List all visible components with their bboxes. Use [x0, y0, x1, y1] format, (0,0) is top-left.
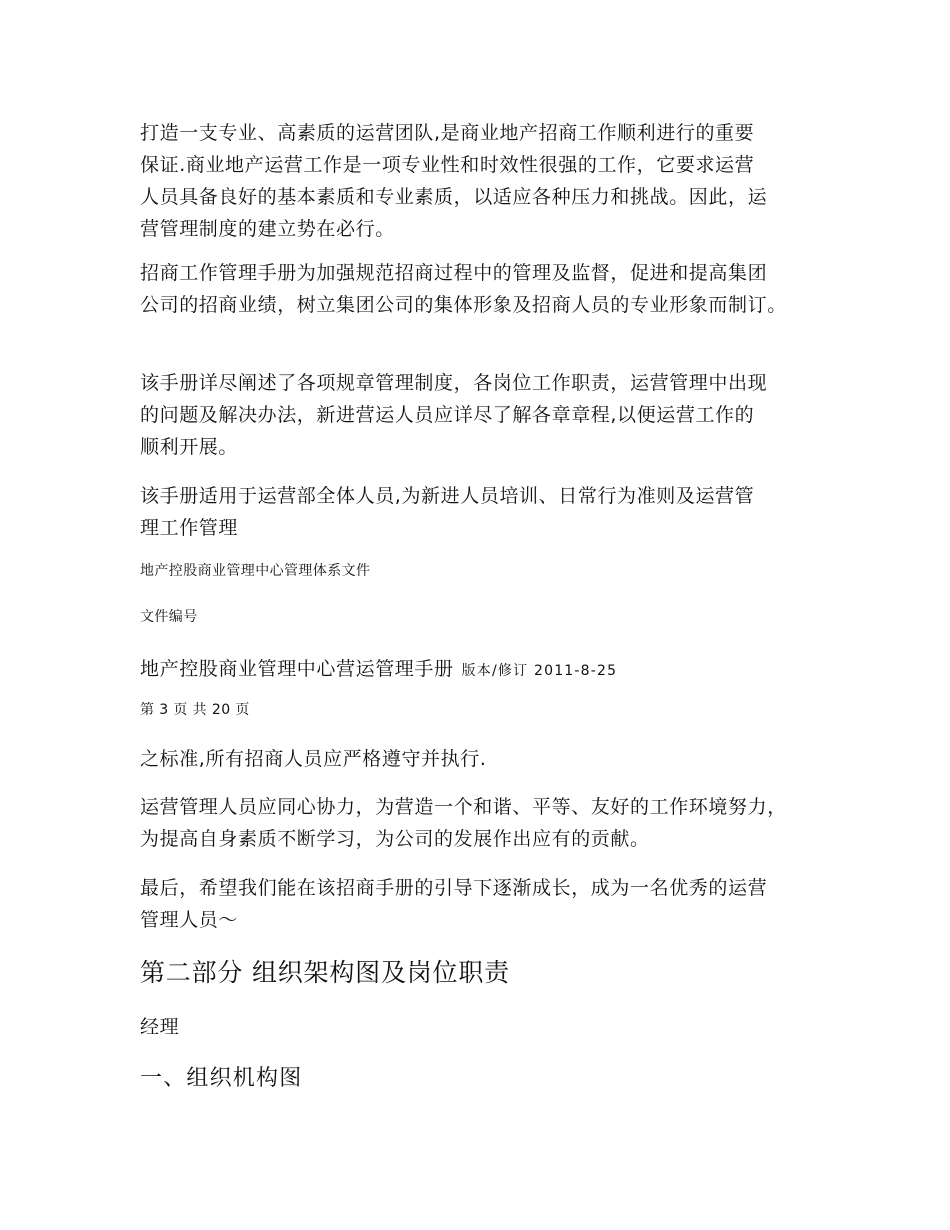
cooperation-paragraph [140, 791, 840, 855]
standard-paragraph [140, 743, 840, 775]
system-file-label: 地产控股商业管理中心管理体系文件 [140, 563, 371, 579]
section-heading: 第二部分 组织架构图及岗位职责 [140, 958, 510, 987]
text-line: 最后，希望我们能在该招商手册的引导下逐渐成长，成为一名优秀的运营 [140, 877, 768, 899]
text-line: 保证.商业地产运营工作是一项专业性和时效性很强的工作，它要求运营 [140, 154, 755, 176]
text-line: 公司的招商业绩，树立集团公司的集体形象及招商人员的专业形象而制订。 [140, 294, 787, 316]
intro-paragraph [140, 117, 840, 245]
text-line: 顺利开展。 [140, 436, 239, 458]
text-line: 运营管理人员应同心协力，为营造一个和谐、平等、友好的工作环境努力， [140, 796, 787, 818]
text-line: 打造一支专业、高素质的运营团队,是商业地产招商工作顺利进行的重要 [140, 122, 755, 144]
text-line: 该手册适用于运营部全体人员,为新进人员培训、日常行为准则及运营管 [140, 485, 755, 507]
file-number-label: 文件编号 [140, 609, 198, 625]
text-line: 管理人员～ [140, 909, 239, 931]
text-line: 理工作管理 [140, 517, 239, 539]
text-line: 该手册详尽阐述了各项规章管理制度，各岗位工作职责，运营管理中出现 [140, 372, 768, 394]
manual-title: 地产控股商业管理中心营运管理手册 [140, 658, 454, 680]
content-paragraph [140, 367, 840, 463]
manual-title-line [140, 654, 617, 681]
text-line: 营管理制度的建立势在必行。 [140, 218, 395, 240]
purpose-paragraph [140, 257, 840, 321]
text-line: 招商工作管理手册为加强规范招商过程中的管理及监督，促进和提高集团 [140, 262, 768, 284]
scope-paragraph [140, 480, 840, 544]
text-line: 人员具备良好的基本素质和专业素质，以适应各种压力和挑战。因此，运 [140, 186, 768, 208]
role-label: 经理 [140, 1016, 180, 1038]
org-chart-subheading: 一、组织机构图 [140, 1066, 303, 1091]
text-line: 的问题及解决办法，新进营运人员应详尽了解各章章程,以便运营工作的 [140, 404, 755, 426]
version-date: 版本/修订 2011-8-25 [461, 663, 618, 679]
closing-paragraph [140, 872, 840, 936]
page-number: 第 3 页 共 20 页 [140, 702, 250, 718]
text-line: 之标准,所有招商人员应严格遵守并执行. [140, 748, 487, 770]
text-line: 为提高自身素质不断学习，为公司的发展作出应有的贡献。 [140, 828, 650, 850]
